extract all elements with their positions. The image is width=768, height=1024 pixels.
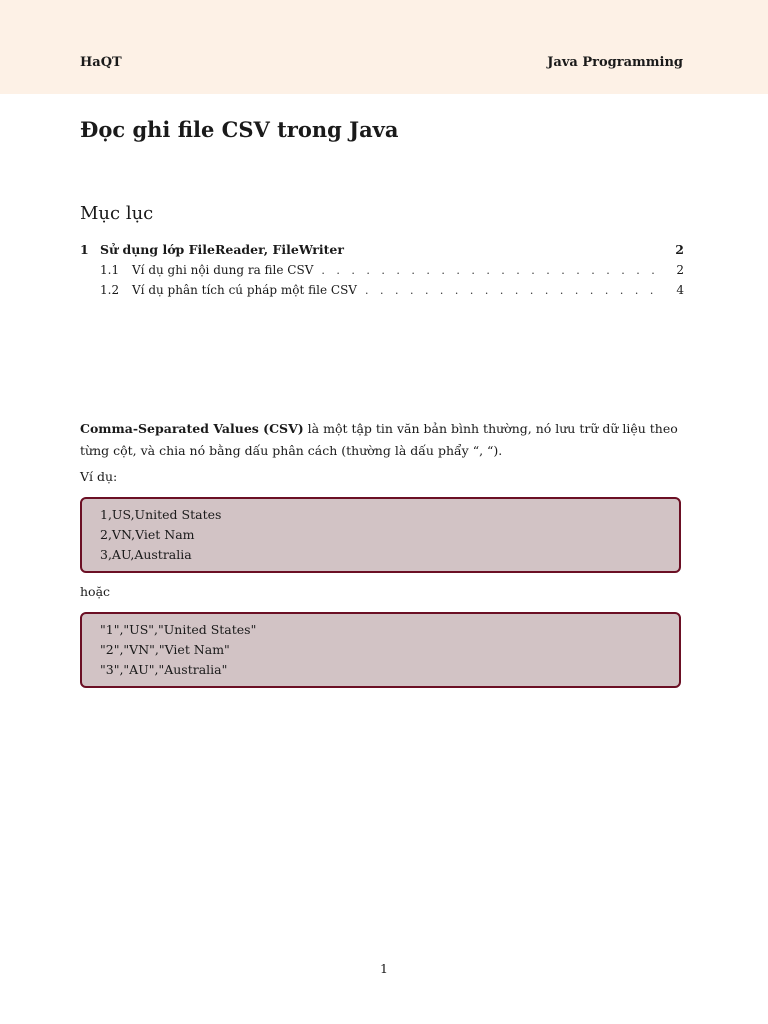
toc-entry-title: Ví dụ phân tích cú pháp một file CSV — [132, 283, 357, 297]
toc-entry-page: 2 — [676, 263, 684, 277]
toc-heading: Mục lục — [80, 203, 154, 224]
toc-entry-title: Ví dụ ghi nội dung ra file CSV — [132, 263, 314, 277]
csv-term: Comma-Separated Values (CSV) — [80, 421, 304, 436]
code-line: 1,US,United States — [100, 507, 222, 522]
page-number: 1 — [380, 961, 388, 976]
csv-example-box-plain — [80, 497, 681, 573]
toc-entry-subsection-1-1[interactable] — [80, 260, 684, 280]
toc-entry-page: 2 — [675, 242, 684, 257]
or-label: hoặc — [80, 584, 111, 599]
header-author: HaQT — [80, 55, 122, 70]
toc-entry-subsection-1-2[interactable] — [80, 280, 684, 300]
toc-entry-section-1[interactable] — [80, 240, 684, 260]
intro-paragraph — [80, 418, 686, 462]
toc-entry-number: 1.1 — [100, 263, 120, 277]
code-line: 2,VN,Viet Nam — [100, 527, 195, 542]
toc-entry-title: Sử dụng lớp FileReader, FileWriter — [100, 242, 344, 257]
toc-entry-number: 1.2 — [100, 283, 120, 297]
toc-leader-dots — [365, 281, 662, 301]
example-label: Ví dụ: — [80, 469, 118, 484]
toc-entry-number: 1 — [80, 242, 89, 257]
toc-leader-dots — [321, 261, 662, 281]
code-line: "3","AU","Australia" — [100, 662, 228, 677]
intro-text: là một tập tin văn bản bình thường, nó lưu trữ dữ liệu theo từng cột, và chia nó bằng dấu phân cách (thường là dấu phẩy “, “). — [80, 421, 678, 458]
header-course: Java Programming — [547, 55, 683, 70]
code-line: "2","VN","Viet Nam" — [100, 642, 230, 657]
page-header — [0, 0, 768, 94]
code-line: 3,AU,Australia — [100, 547, 192, 562]
toc-entry-page: 4 — [676, 283, 684, 297]
code-line: "1","US","United States" — [100, 622, 257, 637]
table-of-contents — [80, 240, 684, 300]
document-title: Đọc ghi file CSV trong Java — [80, 117, 399, 142]
csv-example-box-quoted — [80, 612, 681, 688]
